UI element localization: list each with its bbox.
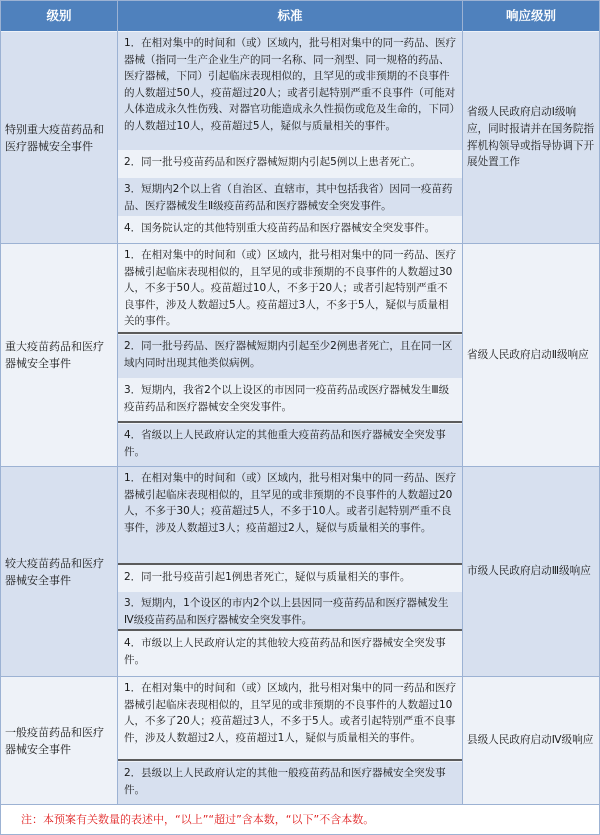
- level-cell-3: 较大疫苗药品和医疗器械安全事件: [1, 467, 117, 676]
- criterion-2-1: 1．在相对集中的时间和（或）区域内，批号相对集中的同一药品、医疗器械引起临床表现相似的，且罕见的或非预期的不良事件的人数超过30人，不多于50人。疫苗超过10人，不多于20人；或者引起特别严重不良事件，涉及人数超过5人。疫苗超过3人，不多于5人，疑似与质量相关的事件。: [118, 244, 462, 334]
- response-cell-2: 省级人民政府启动Ⅱ级响应: [463, 244, 599, 466]
- footnote: 注：本预案有关数量的表述中，“以上”“超过”含本数，“以下”不含本数。: [1, 805, 599, 834]
- row-divider: [1, 466, 599, 467]
- criterion-3-4: 4．市级以上人民政府认定的其他较大疫苗药品和医疗器械安全突发事件。: [118, 632, 462, 676]
- criterion-2-3: 3．短期内，我省2个以上设区的市因同一疫苗药品或医疗器械发生Ⅲ级疫苗药品和医疗器械安全突发事件。: [118, 379, 462, 423]
- criterion-4-1: 1．在相对集中的时间和（或）区域内，批号相对集中的同一药品和医疗器械引起临床表现相似的，且罕见的或非预期的不良事件的人数超过10人，不多了20人；疫苗超过3人，不多于5人。或者引起特别严重不良事件，涉及人数超过2人，疫苗超过1人，疑似与质量相关的事件。: [118, 677, 462, 761]
- level-cell-2: 重大疫苗药品和医疗器械安全事件: [1, 244, 117, 466]
- column-divider: [117, 1, 118, 804]
- criterion-3-3: 3．短期内，1个设区的市内2个以上县因同一疫苗药品和医疗器械发生Ⅳ级疫苗药品和医疗器械安全突发事件。: [118, 592, 462, 631]
- level-cell-1: 特别重大疫苗药品和医疗器械安全事件: [1, 32, 117, 243]
- criterion-1-4: 4．国务院认定的其他特别重大疫苗药品和医疗器械安全突发事件。: [118, 217, 462, 243]
- response-cell-3: 市级人民政府启动Ⅲ级响应: [463, 467, 599, 676]
- criterion-1-2: 2．同一批号疫苗药品和医疗器械短期内引起5例以上患者死亡。: [118, 151, 462, 177]
- criterion-2-4: 4．省级以上人民政府认定的其他重大疫苗药品和医疗器械安全突发事件。: [118, 424, 462, 466]
- criterion-3-2: 2．同一批号疫苗引起1例患者死亡，疑似与质量相关的事件。: [118, 566, 462, 591]
- response-cell-4: 县级人民政府启动Ⅳ级响应: [463, 677, 599, 804]
- response-cell-1: 省级人民政府启动Ⅰ级响应，同时报请并在国务院指挥机构领导或指导协调下开展处置工作: [463, 32, 599, 243]
- header-level: 级别: [46, 8, 72, 23]
- criterion-1-1: 1．在相对集中的时间和（或）区域内，批号相对集中的同一药品、医疗器械（指同一生产企业生产的同一名称、同一剂型、同一规格的药品、医疗器械，下同）引起临床表现相似的，且罕见的或非预期的不良事件的人数超过50人，疫苗超过20人；或者引起特别严重不良事件（可能对人体造成永久性伤残、对器官功能造成永久性损伤或危及生命的，下同）的人数超过10人，疫苗超过5人，疑似与质量相关的事件。: [118, 32, 462, 150]
- table-header: [1, 1, 599, 31]
- row-divider: [1, 243, 599, 244]
- header-response: 响应级别: [505, 8, 556, 23]
- criterion-2-2: 2．同一批号药品、医疗器械短期内引起至少2例患者死亡，且在同一区域内同时出现其他类似病例。: [118, 335, 462, 378]
- header-standard: 标准: [277, 8, 303, 23]
- criterion-4-2: 2．县级以上人民政府认定的其他一般疫苗药品和医疗器械安全突发事件。: [118, 762, 462, 804]
- row-divider: [1, 676, 599, 677]
- level-cell-4: 一般疫苗药品和医疗器械安全事件: [1, 677, 117, 804]
- criterion-1-3: 3．短期内2个以上省（自治区、直辖市，其中包括我省）因同一疫苗药品、医疗器械发生Ⅱ级疫苗药品和医疗器械安全突发事件。: [118, 178, 462, 216]
- column-divider: [462, 1, 463, 804]
- criterion-3-1: 1．在相对集中的时间和（或）区域内，批号相对集中的同一药品、医疗器械引起临床表现相似的，且罕见的或非预期的不良事件的人数超过20人，不多于30人；疫苗超过5人，不多于10人。或者引起特别严重不良事件，涉及人数超过3人；疫苗超过2人，疑似与质量相关的事件。: [118, 467, 462, 565]
